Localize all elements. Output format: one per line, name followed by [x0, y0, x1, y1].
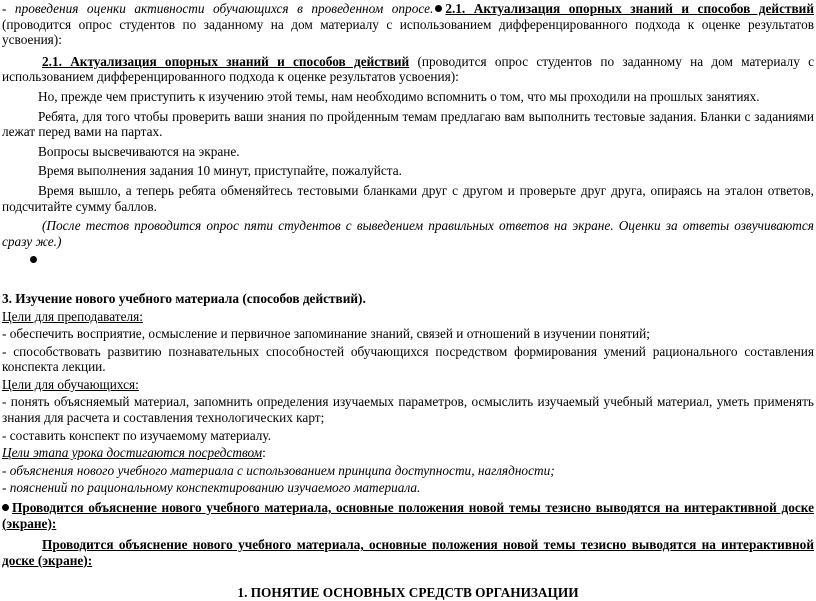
- student-goal-item: - понять объясняемый материал, запомнить определения изучаемых параметров, осмыслить изучаемый учебный материал, уметь применять знания для расчета и составления технологических карт;: [2, 394, 814, 426]
- body-paragraph: Время вышло, а теперь ребята обменяйтесь тестовыми бланками друг с другом и проверьте друг друга, опираясь на эталон ответов, подсчитайте сумму баллов.: [2, 182, 814, 214]
- student-goals-label: Цели для обучающихся:: [2, 376, 139, 392]
- bullet-icon: [2, 504, 9, 511]
- means-label-colon: :: [262, 445, 266, 461]
- body-paragraph: Время выполнения задания 10 минут, приступайте, пожалуйста.: [38, 163, 402, 179]
- intro-bold-heading: 2.1. Актуализация опорных знаний и способов действий: [445, 1, 815, 16]
- body-paragraph: Вопросы высвечиваются на экране.: [38, 143, 240, 159]
- means-item: - объяснения нового учебного материала с использованием принципа доступности, наглядности;: [2, 462, 555, 478]
- explain-paragraph-1: [2, 500, 814, 531]
- test-note-italic: (После тестов проводится опрос пяти студентов с выведением правильных ответов на экране. Оценки за ответы озвучиваются сразу же.): [2, 218, 814, 249]
- explain-text-1: Проводится объяснение нового учебного материала, основные положения новой темы тезисно выводятся на интерактивной доске (экране):: [2, 500, 814, 531]
- section-2-1-rest: (проводится опрос студентов по заданному на дом материалу с использованием дифференцированного подхода к оценке результатов усвоения):: [2, 53, 814, 85]
- section-1-title: 1. ПОНЯТИЕ ОСНОВНЫХ СРЕДСТВ ОРГАНИЗАЦИИ: [237, 585, 579, 601]
- bullet-icon: [435, 5, 442, 12]
- bullet-line: [2, 251, 814, 267]
- section-2-1-heading: 2.1. Актуализация опорных знаний и способов действий: [42, 53, 410, 69]
- explain-paragraph-2: Проводится объяснение нового учебного материала, основные положения новой темы тезисно выводятся на интерактивной доске (экране):: [2, 537, 814, 568]
- intro-paragraph: [2, 1, 814, 48]
- document-page: [2, 0, 814, 601]
- student-goal-item: - составить конспект по изучаемому материалу.: [2, 427, 272, 443]
- teacher-goal-item: - способствовать развитию познавательных способностей обучающихся посредством формирования умений рационального составления конспекта лекции.: [2, 343, 814, 375]
- section-3-heading: 3. Изучение нового учебного материала (способов действий).: [2, 290, 366, 306]
- intro-rest-text: (проводится опрос студентов по заданному на дом материалу с использованием дифференцированного подхода к оценке результатов усвоения):: [2, 16, 814, 48]
- body-paragraph: Но, прежде чем приступить к изучению этой темы, нам необходимо вспомнить о том, что мы проходили на прошлых занятиях.: [38, 88, 760, 104]
- means-label-text: Цели этапа урока достигаются посредством: [2, 445, 263, 461]
- section-2-1-paragraph: [2, 54, 814, 85]
- teacher-goals-label: Цели для преподавателя:: [2, 308, 143, 324]
- bullet-icon: [30, 256, 37, 263]
- teacher-goal-item: - обеспечить восприятие, осмысление и первичное запоминание знаний, связей и отношений в изучении понятий;: [2, 326, 650, 342]
- means-label: [2, 445, 814, 461]
- body-paragraph: Ребята, для того чтобы проверить ваши знания по пройденным темам предлагаю вам выполнить тестовые задания. Бланки с заданиями лежат перед вами на партах.: [2, 108, 814, 140]
- means-item: - пояснений по рациональному конспектированию изучаемого материала.: [2, 480, 421, 496]
- intro-italic-text: - проведения оценки активности обучающихся в проведенном опросе.: [2, 1, 434, 16]
